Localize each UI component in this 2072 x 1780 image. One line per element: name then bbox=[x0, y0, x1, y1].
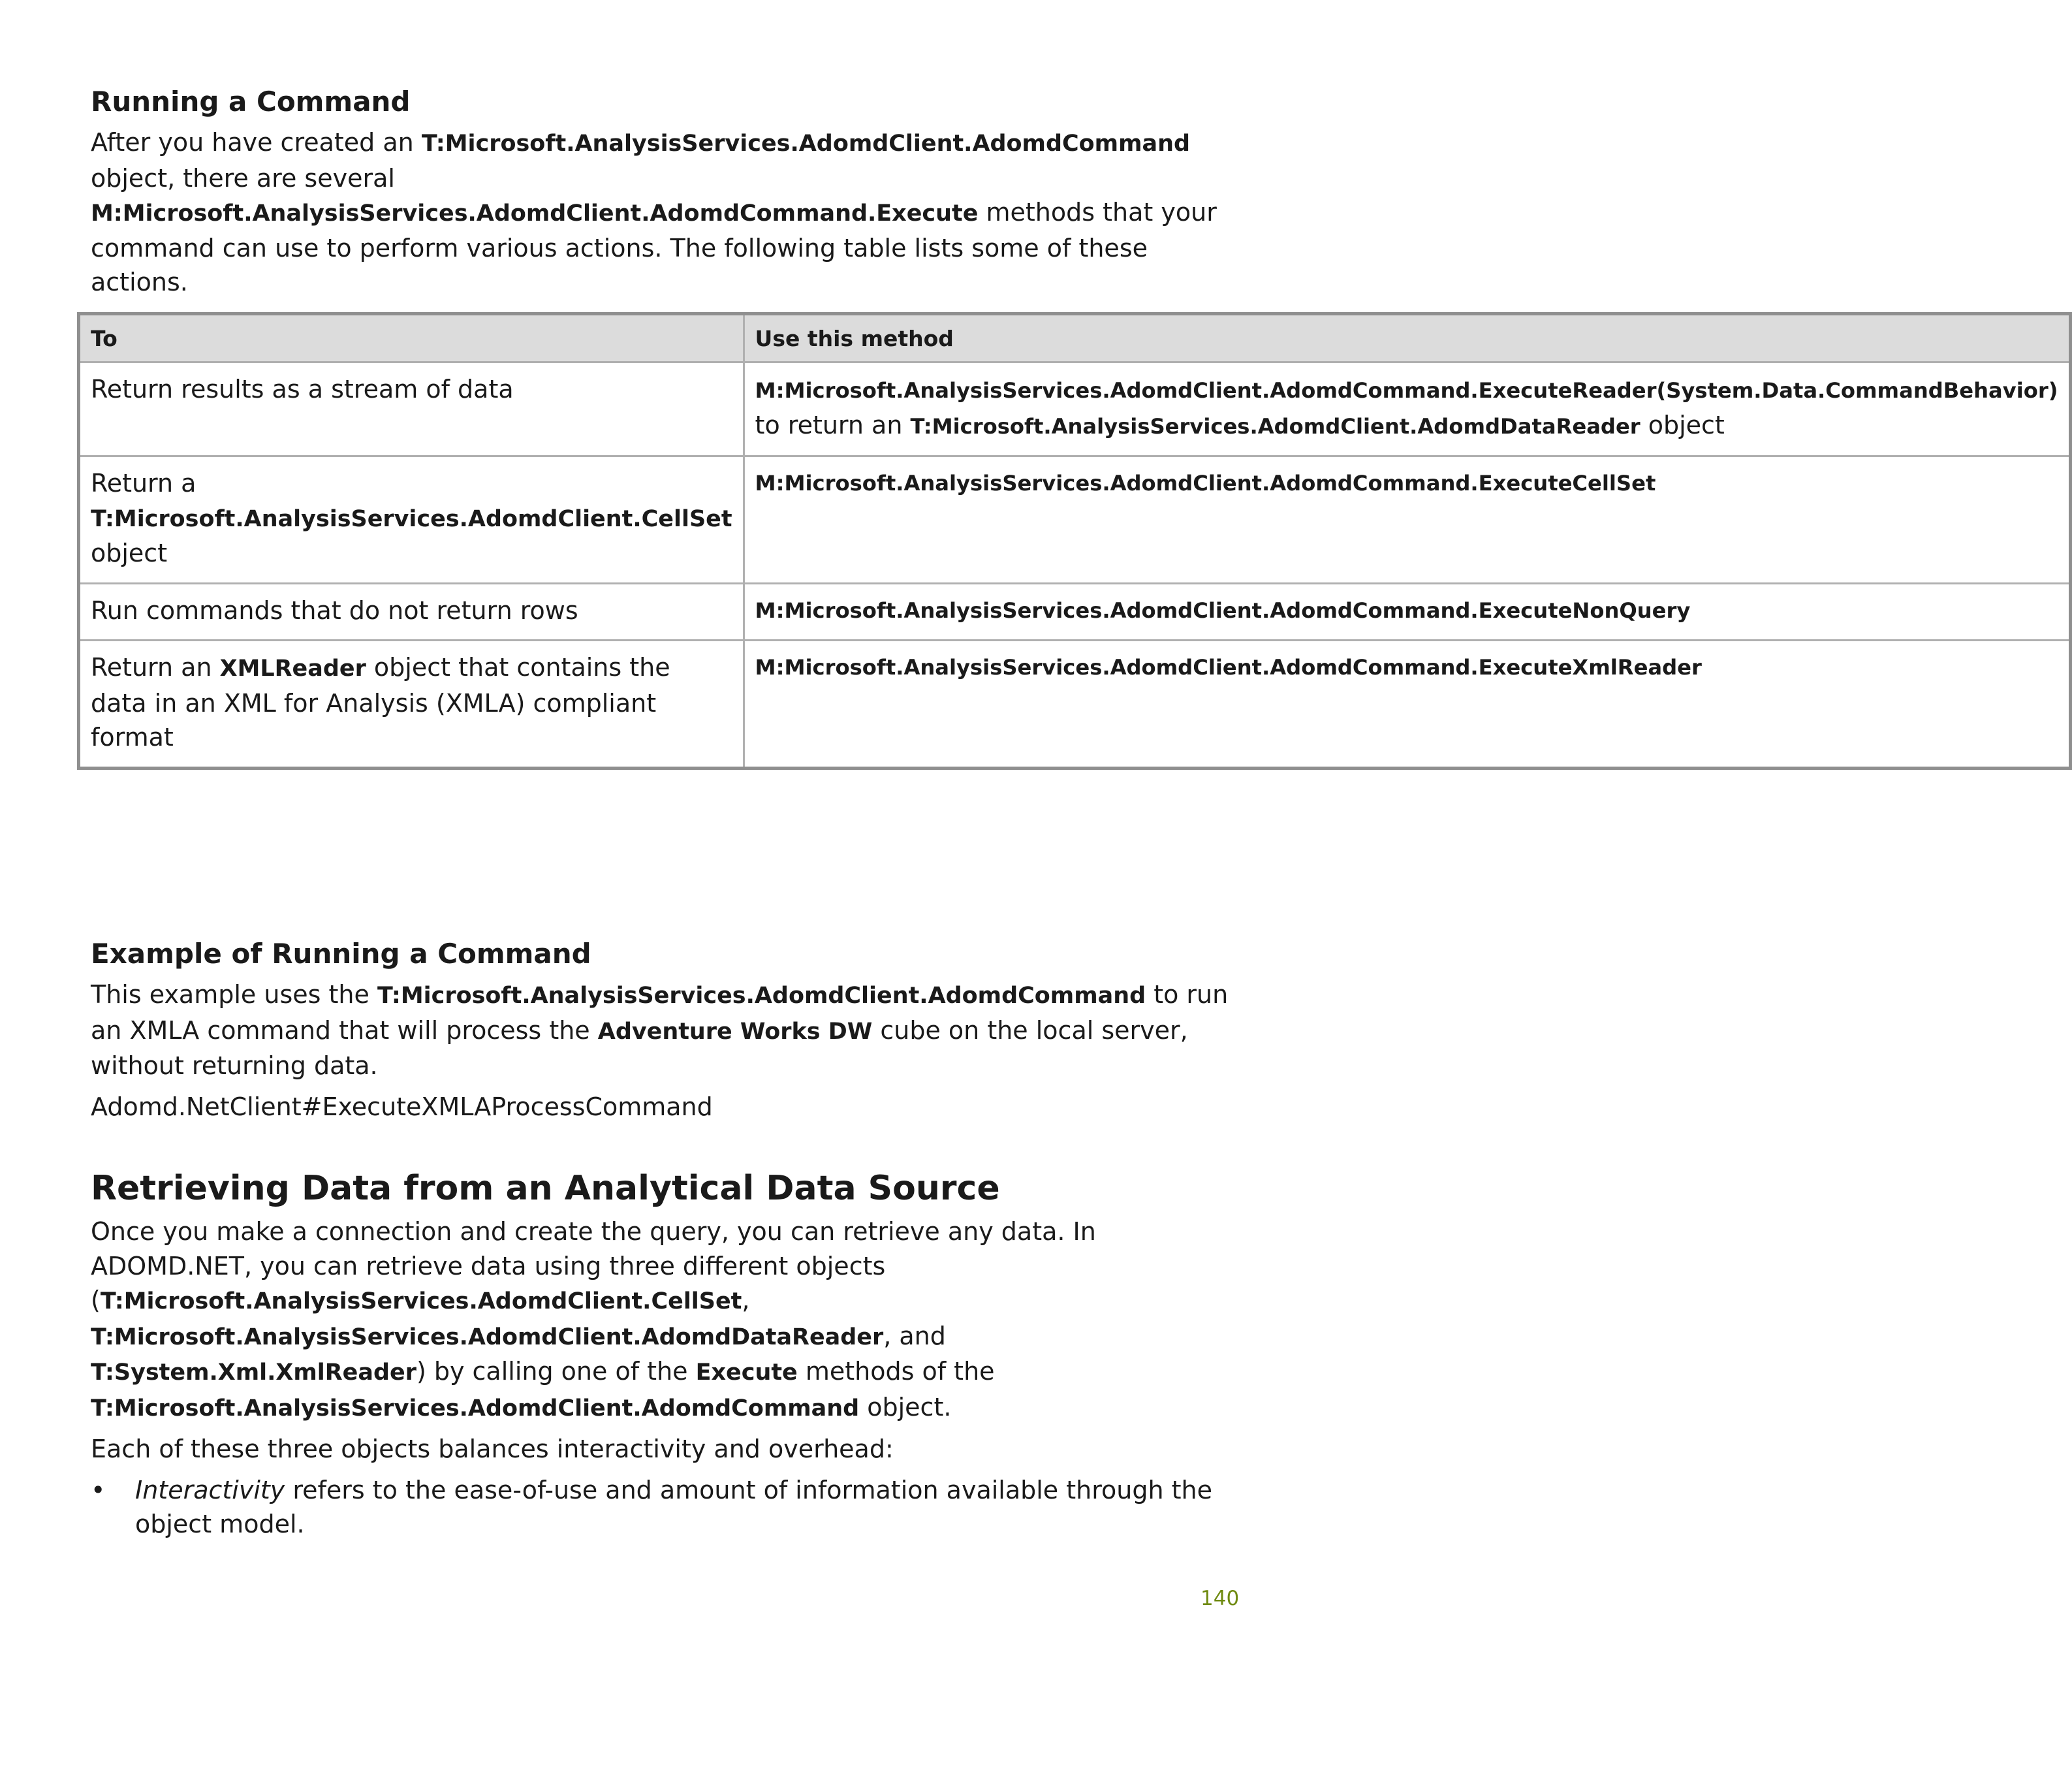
list-item bbox=[91, 1473, 1248, 1542]
bullet-term: Interactivity bbox=[135, 1475, 285, 1504]
text-run: Return an bbox=[91, 653, 220, 682]
bullet-text bbox=[135, 1473, 1248, 1542]
cell-to bbox=[79, 641, 744, 769]
bold-term: T:Microsoft.AnalysisServices.AdomdClient.AdomdDataReader bbox=[910, 413, 1640, 439]
text-run: , bbox=[742, 1286, 750, 1314]
text-run: methods of the bbox=[797, 1357, 995, 1386]
text-run: object bbox=[91, 539, 168, 567]
bold-term: M:Microsoft.AnalysisServices.AdomdClient.AdomdCommand.ExecuteReader(System.Data.CommandBehavior) bbox=[755, 378, 2058, 403]
table-row bbox=[79, 362, 2071, 456]
header-to: To bbox=[79, 314, 744, 362]
heading-retrieving-data: Retrieving Data from an Analytical Data Source bbox=[91, 1169, 1000, 1208]
text-run: After you have created an bbox=[91, 128, 422, 157]
bold-term: M:Microsoft.AnalysisServices.AdomdClient.AdomdCommand.ExecuteCellSet bbox=[755, 471, 1656, 496]
table-row bbox=[79, 456, 2071, 584]
bold-term: M:Microsoft.AnalysisServices.AdomdClient.AdomdCommand.ExecuteXmlReader bbox=[755, 655, 1702, 680]
text-run: Once you make a connection and create the query, you can retrieve any data. In ADOMD.NET, you can retrieve data using three different objects ( bbox=[91, 1217, 1096, 1314]
bold-term: Adventure Works DW bbox=[597, 1018, 873, 1045]
text-run: object, there are several bbox=[91, 163, 395, 193]
table-row bbox=[79, 641, 2071, 769]
text-run: Return results as a stream of data bbox=[91, 375, 514, 404]
text-run: object. bbox=[859, 1392, 952, 1422]
document-page bbox=[91, 78, 2058, 1538]
text-run: object that contains the data in an XML for Analysis (XMLA) compliant format bbox=[91, 653, 670, 752]
retrieving-paragraph bbox=[91, 1215, 1248, 1425]
table-row bbox=[79, 583, 2071, 641]
bullet-rest: refers to the ease-of-use and amount of information available through the object model. bbox=[135, 1475, 1213, 1538]
bold-term: T:Microsoft.AnalysisServices.AdomdClient.AdomdCommand bbox=[421, 131, 1190, 157]
cell-method bbox=[744, 641, 2070, 769]
bold-term: T:Microsoft.AnalysisServices.AdomdClient.AdomdDataReader bbox=[91, 1324, 884, 1350]
bold-term: T:Microsoft.AnalysisServices.AdomdClient.AdomdCommand bbox=[91, 1395, 860, 1422]
code-reference: Adomd.NetClient#ExecuteXMLAProcessCommand bbox=[91, 1092, 713, 1121]
page-number: 140 bbox=[1201, 1587, 1240, 1610]
text-run: object bbox=[1640, 410, 1725, 439]
example-paragraph bbox=[91, 977, 1248, 1083]
bold-term: T:Microsoft.AnalysisServices.AdomdClient.AdomdCommand bbox=[377, 983, 1146, 1009]
methods-table bbox=[77, 312, 2072, 770]
text-run: This example uses the bbox=[91, 980, 377, 1009]
text-run: , and bbox=[883, 1321, 946, 1350]
cell-to bbox=[79, 456, 744, 584]
intro-paragraph bbox=[91, 125, 1248, 300]
bullet-marker: • bbox=[91, 1475, 106, 1504]
bold-term: M:Microsoft.AnalysisServices.AdomdClient.AdomdCommand.Execute bbox=[91, 200, 979, 227]
cell-to bbox=[79, 362, 744, 456]
bold-term: T:Microsoft.AnalysisServices.AdomdClient.CellSet bbox=[91, 505, 732, 532]
heading-running-a-command: Running a Command bbox=[91, 86, 411, 118]
bold-term: T:Microsoft.AnalysisServices.AdomdClient.CellSet bbox=[100, 1288, 742, 1314]
table-header-row bbox=[79, 314, 2071, 362]
cell-method bbox=[744, 583, 2070, 641]
balance-paragraph: Each of these three objects balances interactivity and overhead: bbox=[91, 1435, 894, 1463]
section-retrieving-data bbox=[91, 1162, 1248, 1542]
bold-term: T:System.Xml.XmlReader bbox=[91, 1359, 416, 1386]
text-run: ) by calling one of the bbox=[416, 1357, 696, 1386]
bold-term: M:Microsoft.AnalysisServices.AdomdClient.AdomdCommand.ExecuteNonQuery bbox=[755, 597, 1691, 623]
text-run: to return an bbox=[755, 410, 911, 439]
cell-method bbox=[744, 362, 2070, 456]
bold-term: Execute bbox=[695, 1359, 798, 1386]
text-run: to run an XMLA command that will process the bbox=[91, 980, 1229, 1045]
cell-to bbox=[79, 583, 744, 641]
bold-term: XMLReader bbox=[219, 656, 366, 682]
text-run: cube on the local server, without returning data. bbox=[91, 1015, 1188, 1080]
section-example bbox=[91, 930, 1248, 1124]
heading-example: Example of Running a Command bbox=[91, 938, 591, 970]
text-run: Return a bbox=[91, 469, 196, 498]
text-run: methods that your command can use to perform various actions. The following table lists some of these actions. bbox=[91, 198, 1217, 296]
header-use-this-method: Use this method bbox=[744, 314, 2070, 362]
text-run: Run commands that do not return rows bbox=[91, 596, 578, 625]
cell-method bbox=[744, 456, 2070, 584]
